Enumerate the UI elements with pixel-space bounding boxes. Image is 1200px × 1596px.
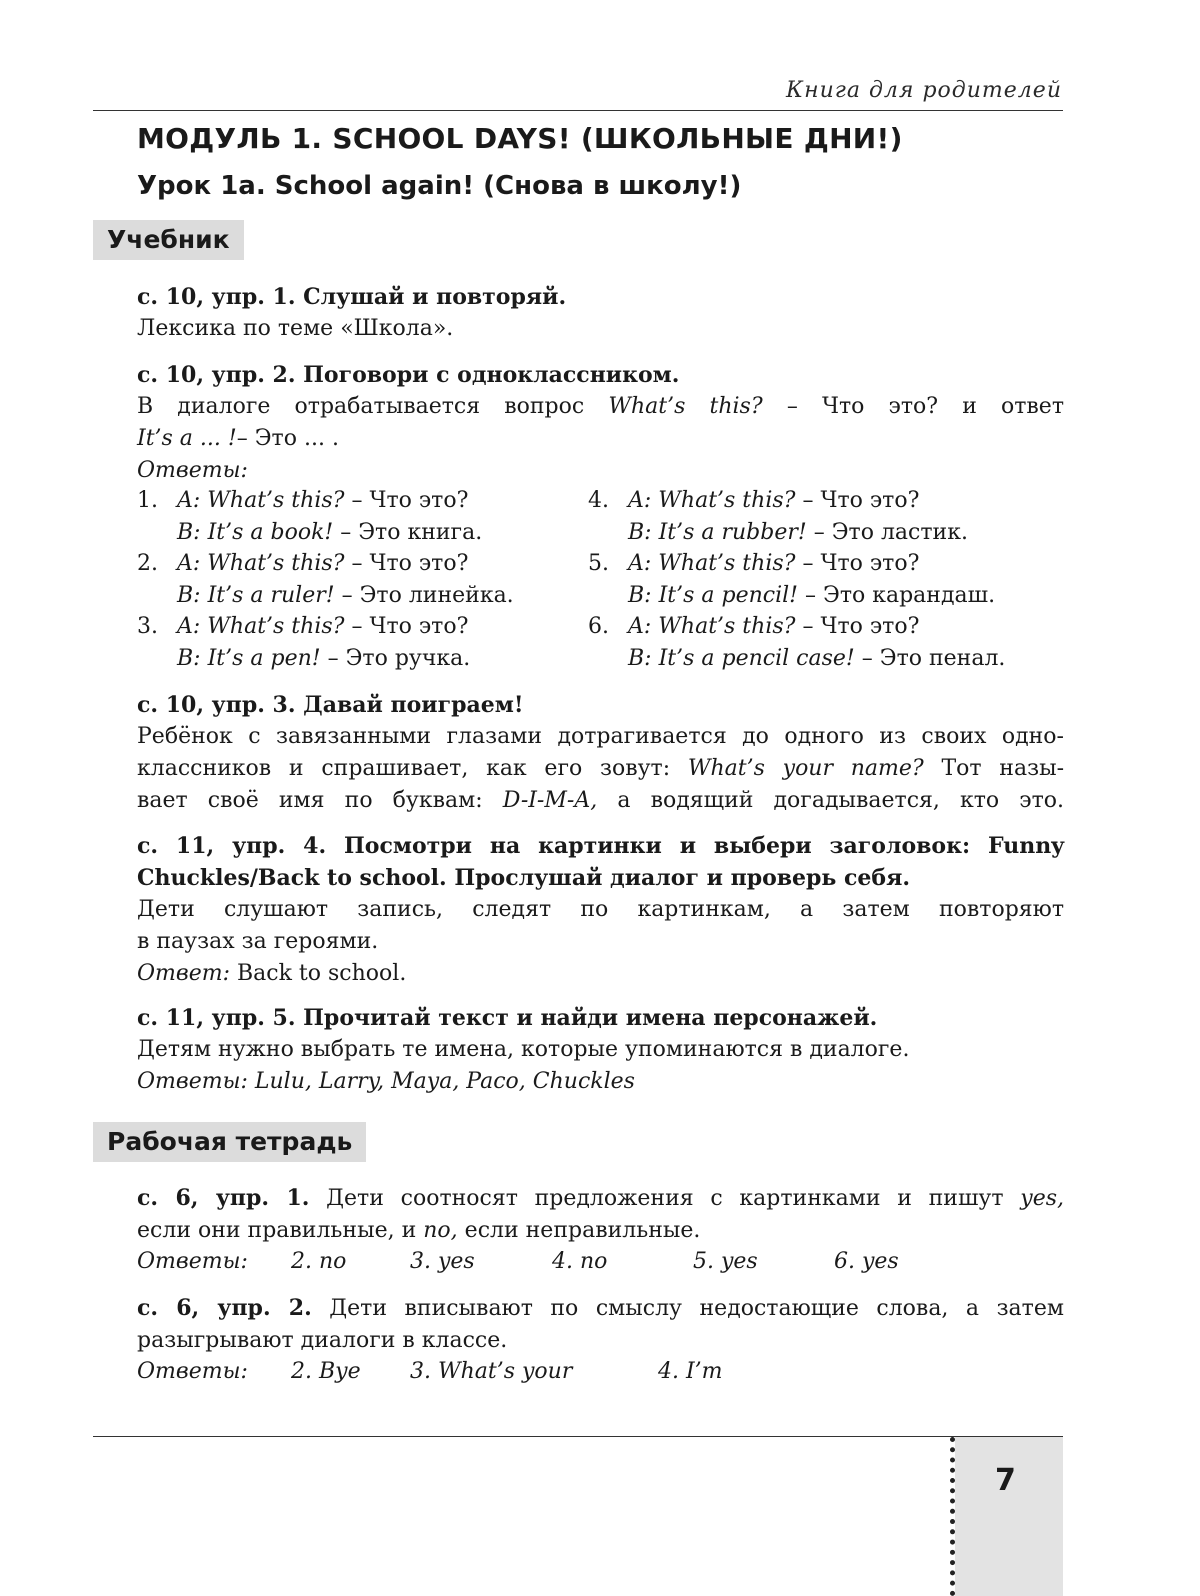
dialog-question-translation: – Что это? — [351, 488, 469, 513]
exercise-2 — [137, 359, 1064, 487]
dialog-answer: B: It’s a pencil! — [628, 583, 798, 608]
answer-item: 4. I’m — [658, 1359, 723, 1384]
exercise-2-text-line1 — [137, 391, 1064, 423]
dialog-number: 5. — [588, 551, 609, 576]
answers-label: Ответы: — [137, 1249, 248, 1274]
dialog-answer-translation: – Это карандаш. — [805, 583, 996, 608]
dialog-question-translation: – Что это? — [802, 614, 920, 639]
text-fragment: а водящий догадывается, кто это. — [617, 788, 1065, 813]
dialog-question: A: What’s this? — [628, 614, 796, 639]
text-fragment-italic: no, — [423, 1218, 458, 1243]
exercise-1-title: с. 10, упр. 1. Слушай и повторяй. — [137, 284, 567, 310]
answer-label: Ответ: — [137, 961, 230, 986]
dialog-number: 6. — [588, 614, 609, 639]
dialog-item — [588, 548, 995, 612]
footer-rule — [93, 1436, 1063, 1437]
dialog-number: 1. — [137, 488, 158, 513]
exercise-3-title: с. 10, упр. 3. Давай поиграем! — [137, 692, 524, 718]
text-fragment: классников и спрашивает, как его зовут: — [137, 756, 671, 781]
exercise-2-title: с. 10, упр. 2. Поговори с одноклассником. — [137, 362, 680, 388]
exercise-5-title: с. 11, упр. 5. Прочитай текст и найди имена персонажей. — [137, 1005, 878, 1031]
dialog-question: A: What’s this? — [177, 551, 345, 576]
dialog-question-translation: – Что это? — [351, 551, 469, 576]
dialog-answer: B: It’s a rubber! — [628, 520, 807, 545]
section-label-workbook: Рабочая тетрадь — [93, 1122, 366, 1162]
text-fragment-italic: D-I-M-A, — [502, 788, 598, 813]
dialog-number: 4. — [588, 488, 609, 513]
section-label-textbook: Учебник — [93, 220, 244, 260]
exercise-4-text-line1: Дети слушают запись, следят по картинкам, а затем повторяют — [137, 897, 1064, 922]
exercise-1-text: Лексика по теме «Школа». — [137, 316, 454, 341]
exercise-5-answers: Ответы: Lulu, Larry, Maya, Paco, Chuckles — [137, 1069, 635, 1094]
exercise-4 — [137, 830, 1064, 990]
answer-value: Back to school. — [237, 961, 407, 986]
answer-item: 4. no — [552, 1249, 608, 1274]
dialog-answer: B: It’s a book! — [177, 520, 334, 545]
module-title: МОДУЛЬ 1. SCHOOL DAYS! (ШКОЛЬНЫЕ ДНИ!) — [137, 122, 903, 155]
dialog-item — [588, 485, 968, 549]
answer-item: 3. What’s your — [410, 1359, 573, 1384]
workbook-exercise-1 — [137, 1182, 1064, 1247]
page-number-tab — [955, 1437, 1063, 1596]
dialog-item — [588, 611, 1005, 675]
exercise-5 — [137, 1002, 1064, 1098]
page-number: 7 — [995, 1463, 1016, 1498]
exercise-3 — [137, 689, 1064, 817]
dialog-answer: B: It’s a pencil case! — [628, 646, 855, 671]
exercise-reference: с. 6, упр. 2. — [137, 1295, 312, 1321]
dialog-answer-translation: – Это пенал. — [861, 646, 1006, 671]
answer-item: 6. yes — [834, 1249, 899, 1274]
exercise-4-title-line1: с. 11, упр. 4. Посмотри на картинки и выбери заголовок: Funny — [137, 833, 1064, 859]
dialog-question-translation: – Что это? — [802, 488, 920, 513]
header-rule — [93, 110, 1063, 111]
exercise-5-text: Детям нужно выбрать те имена, которые упоминаются в диалоге. — [137, 1037, 910, 1062]
dialog-number: 2. — [137, 551, 158, 576]
exercise-3-line2 — [137, 753, 1064, 785]
text-fragment: – Что это? и ответ — [786, 394, 1064, 419]
dialog-item — [137, 611, 470, 675]
text-fragment: Дети вписывают по смыслу недостающие слова, а затем — [329, 1296, 1064, 1321]
text-fragment: В диалоге отрабатывается вопрос — [137, 394, 585, 419]
exercise-1 — [137, 281, 1064, 345]
answer-item: 3. yes — [410, 1249, 475, 1274]
text-fragment-italic: It’s a ... ! — [137, 426, 237, 451]
dialog-item — [137, 485, 482, 549]
dialog-question-translation: – Что это? — [351, 614, 469, 639]
dialog-answer-translation: – Это линейка. — [341, 583, 514, 608]
dialog-question: A: What’s this? — [177, 614, 345, 639]
exercise-reference: с. 6, упр. 1. — [137, 1185, 310, 1211]
answers-label: Ответы: — [137, 1359, 248, 1384]
answer-item: 2. Bye — [291, 1359, 361, 1384]
exercise-3-line1: Ребёнок с завязанными глазами дотрагивается до одного из своих одно- — [137, 724, 1064, 749]
workbook-exercise-1-line2 — [137, 1215, 1064, 1247]
dialog-question: A: What’s this? — [628, 488, 796, 513]
dialog-item — [137, 548, 514, 612]
answer-item: 5. yes — [693, 1249, 758, 1274]
workbook-exercise-1-line1 — [137, 1182, 1064, 1215]
answer-item: 2. no — [291, 1249, 347, 1274]
dialog-answer-translation: – Это книга. — [340, 520, 483, 545]
text-fragment: вает своё имя по буквам: — [137, 788, 483, 813]
dialog-question-translation: – Что это? — [802, 551, 920, 576]
text-fragment-italic: yes, — [1020, 1186, 1064, 1211]
exercise-4-title-line2: Chuckles/Back to school. Прослушай диалог и проверь себя. — [137, 865, 910, 891]
workbook-exercise-2-line1 — [137, 1292, 1064, 1325]
dialog-answer: B: It’s a pen! — [177, 646, 321, 671]
dialog-question: A: What’s this? — [628, 551, 796, 576]
workbook-exercise-2 — [137, 1292, 1064, 1357]
dialog-question: A: What’s this? — [177, 488, 345, 513]
text-fragment: – Это ... . — [236, 426, 339, 451]
text-fragment: Дети соотносят предложения с картинками и пишут — [326, 1186, 1004, 1211]
answers-label: Ответы: — [137, 458, 248, 483]
dialog-answer: B: It’s a ruler! — [177, 583, 335, 608]
exercise-2-text-line2 — [137, 423, 1064, 455]
exercise-4-text-line2: в паузах за героями. — [137, 929, 379, 954]
workbook-exercise-2-line2: разыгрывают диалоги в классе. — [137, 1328, 508, 1353]
text-fragment: Тот назы- — [941, 756, 1065, 781]
exercise-3-line3 — [137, 785, 1064, 817]
dialog-answer-translation: – Это ручка. — [327, 646, 471, 671]
text-fragment-italic: What’s this? — [608, 394, 763, 419]
exercise-4-answer — [137, 958, 1064, 990]
dialog-answer-translation: – Это ластик. — [813, 520, 968, 545]
text-fragment: если они правильные, и — [137, 1218, 417, 1243]
text-fragment-italic: What’s your name? — [687, 756, 924, 781]
book-title: Книга для родителей — [786, 78, 1062, 103]
text-fragment: если неправильные. — [464, 1218, 701, 1243]
lesson-title: Урок 1a. School again! (Снова в школу!) — [137, 171, 742, 201]
dotted-divider — [950, 1437, 955, 1596]
dialog-number: 3. — [137, 614, 158, 639]
